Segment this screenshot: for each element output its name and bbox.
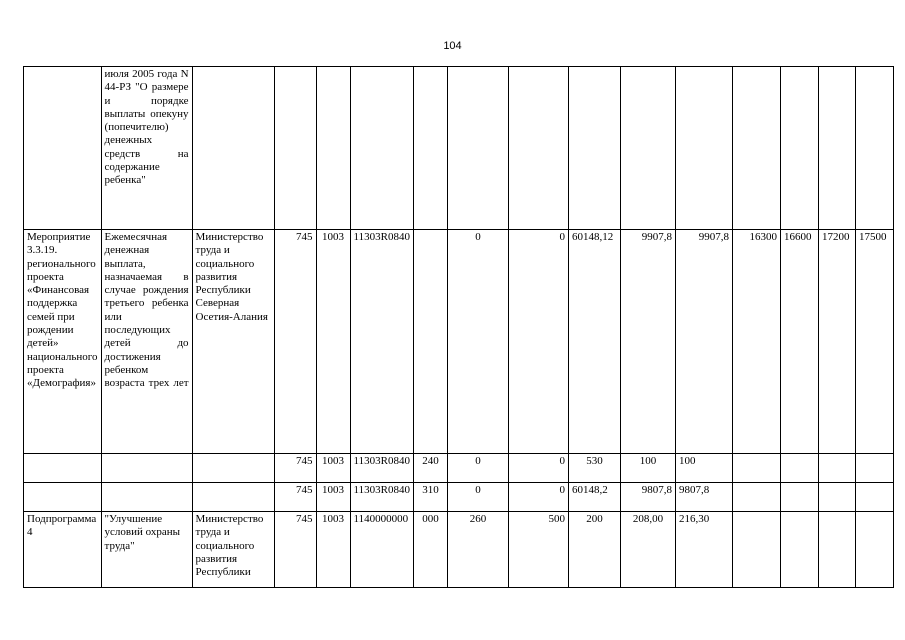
cell-value bbox=[732, 454, 780, 483]
cell-value: 60148,2 bbox=[568, 483, 620, 512]
cell-measure: Мероприятие 3.3.19. регионального проекта «Финансовая поддержка семей при рождении детей» национального проекта «Демография» bbox=[24, 230, 102, 454]
cell-rzpr: 1003 bbox=[316, 230, 350, 454]
cell-value bbox=[855, 483, 893, 512]
table-row bbox=[24, 512, 894, 588]
cell-value: 0 bbox=[508, 230, 568, 454]
cell-value bbox=[732, 483, 780, 512]
cell-value: 9807,8 bbox=[675, 483, 732, 512]
cell-value bbox=[780, 483, 818, 512]
cell-value: 16600 bbox=[780, 230, 818, 454]
budget-table bbox=[23, 66, 894, 588]
cell-value: 0 bbox=[508, 454, 568, 483]
table-row bbox=[24, 67, 894, 230]
cell-value: 260 bbox=[447, 512, 508, 588]
cell-vr: 240 bbox=[413, 454, 447, 483]
cell-value bbox=[818, 67, 855, 230]
cell-value bbox=[732, 67, 780, 230]
cell-value bbox=[568, 67, 620, 230]
cell-value bbox=[675, 67, 732, 230]
cell-value: 9807,8 bbox=[620, 483, 675, 512]
cell-grbs bbox=[274, 67, 316, 230]
cell-value: 9907,8 bbox=[675, 230, 732, 454]
table-row bbox=[24, 454, 894, 483]
cell-value: 9907,8 bbox=[620, 230, 675, 454]
cell-value: 0 bbox=[447, 454, 508, 483]
cell-value bbox=[508, 67, 568, 230]
cell-measure: Подпрограмма 4 bbox=[24, 512, 102, 588]
cell-value: 500 bbox=[508, 512, 568, 588]
cell-value bbox=[732, 512, 780, 588]
cell-value bbox=[818, 454, 855, 483]
cell-value: 0 bbox=[447, 230, 508, 454]
cell-rzpr bbox=[316, 67, 350, 230]
cell-value bbox=[780, 512, 818, 588]
cell-value bbox=[780, 67, 818, 230]
cell-value: 216,30 bbox=[675, 512, 732, 588]
cell-value: 0 bbox=[508, 483, 568, 512]
cell-measure bbox=[24, 454, 102, 483]
cell-grbs: 745 bbox=[274, 483, 316, 512]
cell-description: Ежемесячная денежная выплата, назначаемая в случае рождения третьего ребенка или последующих детей до достижения ребенком возраста трех лет bbox=[101, 230, 192, 454]
cell-executor bbox=[192, 67, 274, 230]
cell-grbs: 745 bbox=[274, 230, 316, 454]
cell-value: 208,00 bbox=[620, 512, 675, 588]
page-number: 104 bbox=[443, 40, 462, 52]
cell-measure bbox=[24, 483, 102, 512]
cell-description bbox=[101, 454, 192, 483]
cell-csr: 11303R0840 bbox=[350, 230, 413, 454]
cell-value: 100 bbox=[620, 454, 675, 483]
cell-executor bbox=[192, 483, 274, 512]
cell-vr bbox=[413, 230, 447, 454]
cell-value: 17500 bbox=[855, 230, 893, 454]
cell-rzpr: 1003 bbox=[316, 512, 350, 588]
cell-description: июля 2005 года N 44-РЗ "О размере и порядке выплаты опекуну (попечителю) денежных средств на содержание ребенка" bbox=[101, 67, 192, 230]
cell-value: 200 bbox=[568, 512, 620, 588]
cell-value: 100 bbox=[675, 454, 732, 483]
cell-value: 0 bbox=[447, 483, 508, 512]
cell-value bbox=[818, 512, 855, 588]
cell-rzpr: 1003 bbox=[316, 483, 350, 512]
cell-csr: 11303R0840 bbox=[350, 483, 413, 512]
table-row bbox=[24, 230, 894, 454]
cell-measure bbox=[24, 67, 102, 230]
cell-value bbox=[855, 512, 893, 588]
cell-value bbox=[855, 454, 893, 483]
cell-executor: Министерство труда и социального развития Республики Северная Осетия-Алания bbox=[192, 230, 274, 454]
cell-description bbox=[101, 483, 192, 512]
cell-grbs: 745 bbox=[274, 512, 316, 588]
cell-rzpr: 1003 bbox=[316, 454, 350, 483]
cell-vr bbox=[413, 67, 447, 230]
cell-value bbox=[620, 67, 675, 230]
cell-csr bbox=[350, 67, 413, 230]
cell-vr: 310 bbox=[413, 483, 447, 512]
cell-value: 17200 bbox=[818, 230, 855, 454]
cell-vr: 000 bbox=[413, 512, 447, 588]
cell-value: 16300 bbox=[732, 230, 780, 454]
cell-executor: Министерство труда и социального развития Республики bbox=[192, 512, 274, 588]
table-row bbox=[24, 483, 894, 512]
cell-value bbox=[818, 483, 855, 512]
cell-grbs: 745 bbox=[274, 454, 316, 483]
cell-value bbox=[780, 454, 818, 483]
cell-value bbox=[855, 67, 893, 230]
cell-description: "Улучшение условий охраны труда" bbox=[101, 512, 192, 588]
cell-executor bbox=[192, 454, 274, 483]
cell-csr: 1140000000 bbox=[350, 512, 413, 588]
cell-value bbox=[447, 67, 508, 230]
cell-value: 530 bbox=[568, 454, 620, 483]
cell-value: 60148,12 bbox=[568, 230, 620, 454]
cell-csr: 11303R0840 bbox=[350, 454, 413, 483]
